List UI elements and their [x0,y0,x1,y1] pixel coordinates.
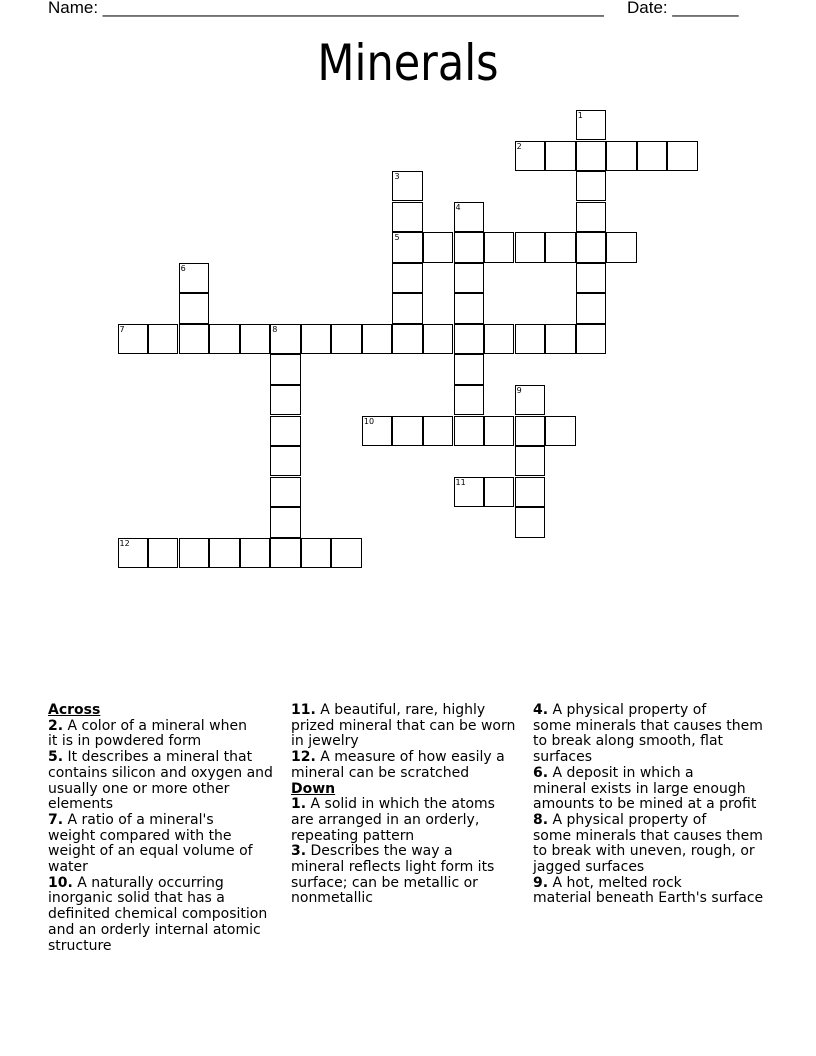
clue-number-label: 1. [291,796,307,813]
grid-cell[interactable] [515,446,545,476]
grid-cell[interactable] [392,293,422,323]
grid-cell[interactable] [240,324,270,354]
grid-cell[interactable] [515,416,545,446]
clue-number-label: 3. [291,843,307,860]
grid-cell[interactable] [484,416,514,446]
clue-item [533,703,773,766]
grid-cell[interactable] [423,416,453,446]
clue-number-label: 8. [533,811,549,828]
grid-cell[interactable] [454,385,484,415]
clue-text: A color of a mineral when it is in powdered form [48,717,247,750]
clue-item [291,750,526,781]
clue-number: 6 [180,263,186,273]
clue-number: 1 [577,111,583,120]
grid-cell[interactable] [515,141,545,171]
grid-cell[interactable] [270,416,300,446]
date-field[interactable]: Date: _______ [627,0,739,17]
clue-text: A deposit in which a mineral exists in large enough amounts to be mined at a profit [533,764,757,813]
grid-cell[interactable] [392,232,422,262]
clue-number: 4 [455,202,461,212]
clue-number-label: 5. [48,749,64,766]
clue-number-label: 7. [48,811,64,828]
clue-number-label: 12. [291,749,316,766]
clue-text: A physical property of some minerals that causes them to break along smooth, flat surfaces [533,702,763,766]
clue-text: A beautiful, rare, highly prized mineral that can be worn in jewelry [291,702,516,750]
grid-cell[interactable] [118,324,148,354]
grid-cell[interactable] [515,324,545,354]
name-field[interactable]: Name: _____________________________________________________ [48,0,604,17]
grid-cell[interactable] [606,141,636,171]
grid-cell[interactable] [270,354,300,384]
clue-item [48,813,283,876]
clue-item [291,844,526,907]
grid-cell[interactable] [392,202,422,232]
grid-cell[interactable] [301,538,331,568]
grid-cell[interactable] [331,324,361,354]
clue-text: Describes the way a mineral reflects light form its surface; can be metallic or nonmetallic [291,843,495,907]
clue-text: A measure of how easily a mineral can be scratched [291,749,505,781]
clue-text: A naturally occurring inorganic solid that has a definited chemical composition and an orderly internal atomic structure [48,874,268,954]
clue-number: 2 [516,141,522,151]
grid-cell[interactable] [515,507,545,537]
grid-cell[interactable] [576,110,606,140]
clues-column-3 [533,703,773,907]
grid-cell[interactable] [148,538,178,568]
clue-number: 10 [363,416,375,426]
grid-cell[interactable] [545,232,575,262]
grid-cell[interactable] [392,263,422,293]
grid-cell[interactable] [331,538,361,568]
grid-cell[interactable] [454,416,484,446]
grid-cell[interactable] [362,324,392,354]
grid-cell[interactable] [545,416,575,446]
clue-item [48,719,283,750]
clue-item [48,750,283,813]
clue-item [533,766,773,813]
clue-number-label: 10. [48,874,73,891]
down-heading: Down [291,780,336,797]
grid-cell[interactable] [179,263,209,293]
grid-cell[interactable] [209,538,239,568]
grid-cell[interactable] [545,141,575,171]
clue-text: A hot, melted rock material beneath Earth's surface [533,874,764,907]
clue-text: A physical property of some minerals that causes them to break with uneven, rough, or jagged surfaces [533,811,763,876]
grid-cell[interactable] [270,477,300,507]
clue-item [291,797,526,844]
grid-cell[interactable] [576,171,606,201]
grid-cell[interactable] [454,293,484,323]
page-title: Minerals [317,34,499,92]
clue-number-label: 2. [48,717,64,734]
grid-cell[interactable] [454,477,484,507]
grid-cell[interactable] [301,324,331,354]
grid-cell[interactable] [209,324,239,354]
grid-cell[interactable] [515,477,545,507]
grid-cell[interactable] [606,232,636,262]
grid-cell[interactable] [576,141,606,171]
grid-cell[interactable] [515,232,545,262]
clue-number: 7 [119,324,125,334]
grid-cell[interactable] [454,324,484,354]
grid-cell[interactable] [667,141,697,171]
grid-cell[interactable] [270,507,300,537]
grid-cell[interactable] [637,141,667,171]
clue-text: A solid in which the atoms are arranged in an orderly, repeating pattern [291,796,495,844]
grid-cell[interactable] [270,324,300,354]
grid-cell[interactable] [454,263,484,293]
clue-number: 11 [455,477,466,487]
grid-cell[interactable] [454,202,484,232]
grid-cell[interactable] [179,324,209,354]
grid-cell[interactable] [179,538,209,568]
grid-cell[interactable] [454,354,484,384]
across-heading: Across [48,702,101,718]
grid-cell[interactable] [576,232,606,262]
clue-item [533,813,773,876]
clue-item [48,876,283,955]
grid-cell[interactable] [392,416,422,446]
clue-number: 3 [394,172,400,182]
grid-cell[interactable] [576,202,606,232]
grid-cell[interactable] [545,324,575,354]
grid-cell[interactable] [484,232,514,262]
grid-cell[interactable] [576,263,606,293]
clue-number-label: 9. [533,874,549,891]
clue-number: 8 [272,324,278,334]
grid-cell[interactable] [576,324,606,354]
grid-cell[interactable] [484,477,514,507]
clue-number-label: 11. [291,702,316,718]
clue-text: It describes a mineral that contains silicon and oxygen and usually one or more other elements [48,749,273,813]
grid-cell[interactable] [484,324,514,354]
grid-cell[interactable] [392,171,422,201]
grid-cell[interactable] [179,293,209,323]
clues-column-1 [48,703,283,954]
clue-number: 12 [119,538,130,548]
grid-cell[interactable] [270,446,300,476]
clue-text: A ratio of a mineral's weight compared with the weight of an equal volume of water [48,811,253,876]
grid-cell[interactable] [148,324,178,354]
grid-cell[interactable] [454,232,484,262]
clue-number: 5 [394,233,400,243]
grid-cell[interactable] [270,538,300,568]
grid-cell[interactable] [423,324,453,354]
clue-number-label: 4. [533,702,549,718]
grid-cell[interactable] [362,416,392,446]
grid-cell[interactable] [392,324,422,354]
grid-cell[interactable] [576,293,606,323]
clue-number-label: 6. [533,764,549,781]
clue-item [291,703,526,750]
grid-cell[interactable] [423,232,453,262]
clues-column-2 [291,703,526,907]
grid-cell[interactable] [515,385,545,415]
clue-number: 9 [516,385,522,395]
grid-cell[interactable] [270,385,300,415]
grid-cell[interactable] [118,538,148,568]
clue-item [533,876,773,907]
grid-cell[interactable] [240,538,270,568]
